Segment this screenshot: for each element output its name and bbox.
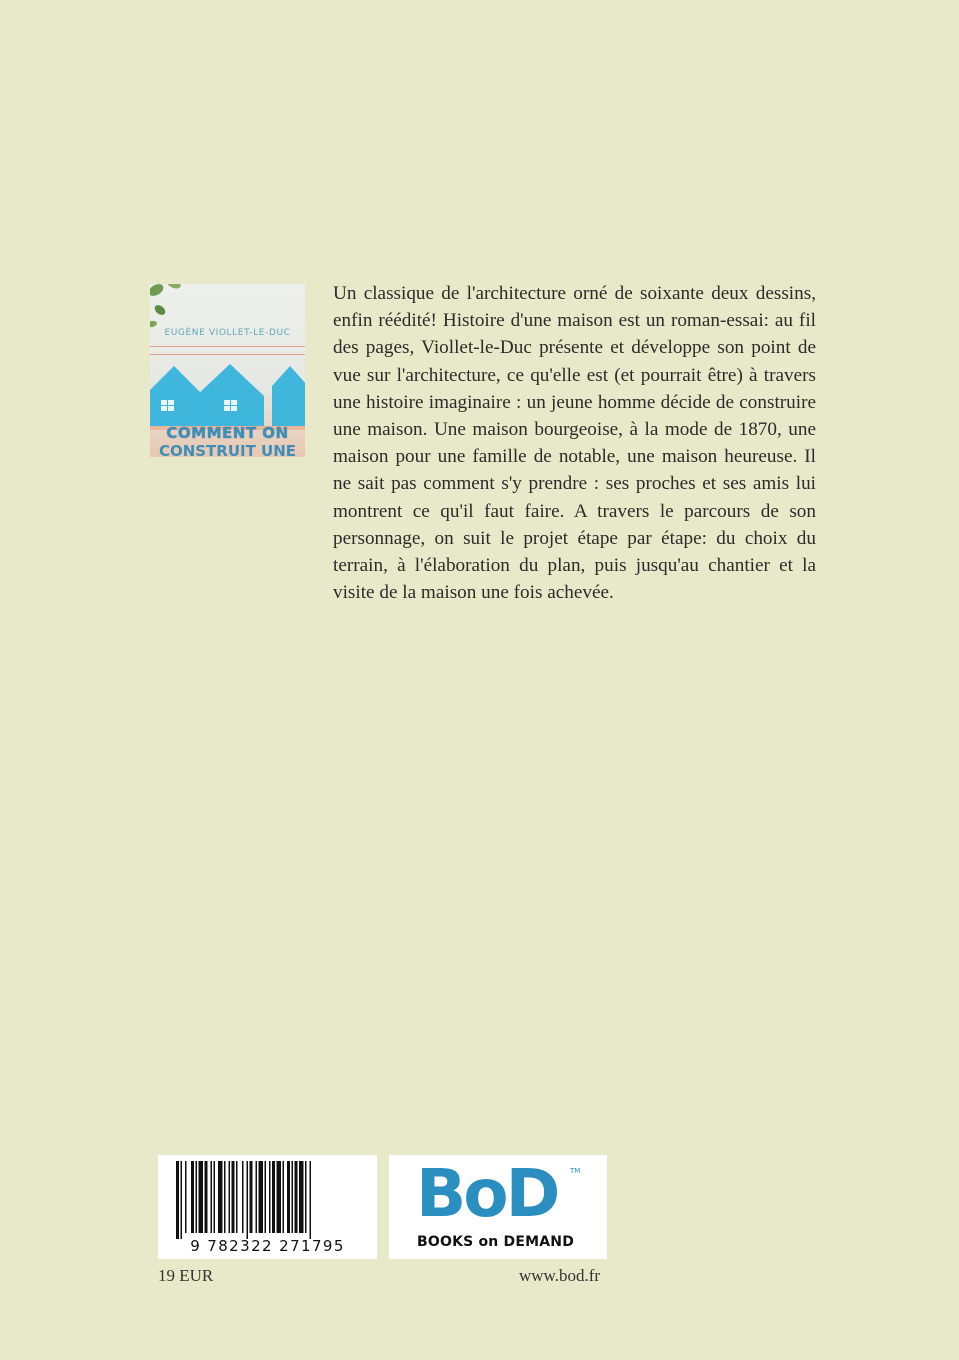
barcode-bar (224, 1161, 226, 1233)
barcode-bar (242, 1161, 244, 1233)
barcode-bar (211, 1161, 213, 1233)
barcode-bar (292, 1161, 294, 1233)
barcode-bar (185, 1161, 187, 1233)
barcode-bar (191, 1161, 194, 1233)
barcode-bar (265, 1161, 267, 1233)
barcode-bar (176, 1161, 179, 1239)
barcode (158, 1155, 377, 1259)
barcode-bar (295, 1161, 298, 1233)
barcode-bar (199, 1161, 204, 1233)
barcode-bar (196, 1161, 198, 1233)
stripe (150, 346, 305, 347)
thumbnail-title: COMMENT ON (166, 424, 289, 442)
thumbnail-title-cut: CONSTRUIT UNE (158, 442, 297, 457)
barcode-bar (272, 1161, 275, 1233)
isbn-number: 9 782322 271795 (190, 1237, 345, 1255)
barcode-bar (299, 1161, 304, 1233)
barcode-bar (277, 1161, 282, 1233)
publisher-url: www.bod.fr (519, 1266, 601, 1285)
barcode-bar (287, 1161, 290, 1233)
stripe (150, 354, 305, 355)
barcode-bar (256, 1161, 258, 1233)
publisher-tagline: BOOKS on DEMAND (417, 1234, 575, 1250)
barcode-bar (259, 1161, 264, 1233)
trademark-mark: TM (570, 1167, 581, 1175)
barcode-bar (305, 1161, 307, 1233)
barcode-bar (310, 1161, 312, 1239)
barcode-bar (232, 1161, 235, 1233)
barcode-bar (250, 1161, 253, 1233)
barcode-bar (247, 1161, 249, 1239)
barcode-bar (283, 1161, 285, 1233)
barcode-bar (229, 1161, 231, 1233)
bod-wordmark: BoD (416, 1155, 558, 1232)
houses-illustration (150, 360, 305, 430)
price: 19 EUR (158, 1266, 214, 1285)
barcode-bar (181, 1161, 183, 1239)
barcode-bars (176, 1161, 359, 1239)
barcode-bar (214, 1161, 216, 1233)
barcode-bar (205, 1161, 208, 1233)
cover-thumbnail (150, 284, 305, 457)
back-cover-blurb: Un classique de l'architecture orné de soixante deux dessins, enfin réédité! Histoire d'une maison est un roman-essai: au fil des pages, Viollet-le-Duc présente et développe son point de vue sur l'architecture, ce qu'elle est (et pourrait être) à travers une histoire imaginaire : un jeune homme décide de construire une maison. Une maison bourgeoise, à la mode de 1870, une maison pour une famille de notable, une maison heureuse. Il ne sait pas comment s'y prendre : ses proches et ses amis lui montrent ce qu'il faut faire. A travers le parcours de son personnage, on suit le projet étape par étape: du choix du terrain, à l'élaboration du plan, puis jusqu'au chantier et la visite de la maison une fois achevée. (333, 283, 816, 604)
barcode-bar (269, 1161, 271, 1233)
barcode-bar (236, 1161, 238, 1233)
barcode-bar (218, 1161, 223, 1233)
thumbnail-author: EUGÈNE VIOLLET-LE-DUC (164, 328, 291, 338)
publisher-logo (389, 1155, 607, 1259)
